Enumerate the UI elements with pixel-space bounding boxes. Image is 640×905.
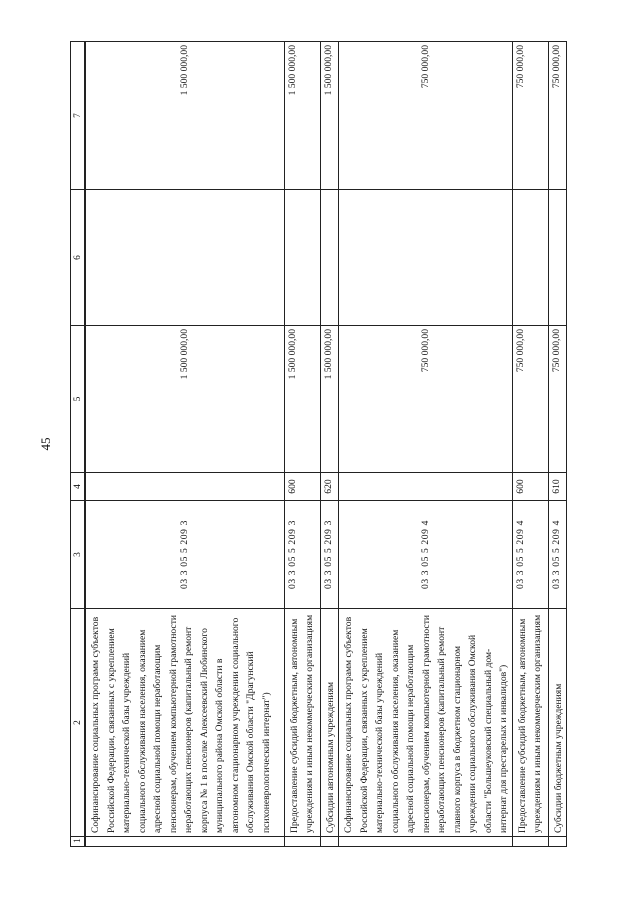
row-amount-col7: 750 000,00 xyxy=(512,42,548,190)
row-amount-col6 xyxy=(85,190,284,326)
row-expense-type xyxy=(339,473,513,501)
row-target-code: 03 3 05 5 209 4 xyxy=(548,501,567,609)
row-description: Софинансирование социальных программ субъектов Российской Федерации, связанных с укреплением материально-технической базы учреждений социального обслуживания населения, оказанием адресной социальной помощи неработающим пенсионерам, обучением компьютерной грамотности неработающих пенсионеров (капитальный ремонт главного корпуса в бюджетном стационарном учреждении социального обслуживания Омской области "Большеуковский специальный дом-интернат для престарелых и инвалидов") xyxy=(339,609,513,837)
row-description: Субсидии автономным учреждениям xyxy=(320,609,339,837)
row-description: Предоставление субсидий бюджетным, автономным учреждениям и иным некоммерческим организациям xyxy=(512,609,548,837)
row-amount-col5: 750 000,00 xyxy=(548,326,567,473)
row-target-code: 03 3 05 5 209 4 xyxy=(339,501,513,609)
row-target-code: 03 3 05 5 209 4 xyxy=(512,501,548,609)
row-amount-col6 xyxy=(284,190,320,326)
row-number xyxy=(320,837,339,847)
row-amount-col7: 750 000,00 xyxy=(339,42,513,190)
row-amount-col5: 1 500 000,00 xyxy=(85,326,284,473)
row-amount-col5: 1 500 000,00 xyxy=(284,326,320,473)
row-number xyxy=(548,837,567,847)
row-amount-col6 xyxy=(320,190,339,326)
row-description: Субсидии бюджетным учреждениям xyxy=(548,609,567,837)
row-expense-type: 610 xyxy=(548,473,567,501)
row-amount-col5: 750 000,00 xyxy=(512,326,548,473)
table-row xyxy=(512,42,548,847)
row-amount-col7: 1 500 000,00 xyxy=(320,42,339,190)
row-expense-type: 620 xyxy=(320,473,339,501)
header-row xyxy=(71,42,86,847)
header-col-2: 2 xyxy=(71,609,86,837)
row-amount-col5: 1 500 000,00 xyxy=(320,326,339,473)
row-amount-col7: 750 000,00 xyxy=(548,42,567,190)
row-expense-type: 600 xyxy=(512,473,548,501)
row-amount-col7: 1 500 000,00 xyxy=(85,42,284,190)
table-row xyxy=(548,42,567,847)
row-amount-col6 xyxy=(548,190,567,326)
budget-table xyxy=(70,41,567,847)
header-col-6: 6 xyxy=(71,190,86,326)
row-expense-type xyxy=(85,473,284,501)
table-row xyxy=(320,42,339,847)
header-col-1: 1 xyxy=(71,837,86,847)
header-col-5: 5 xyxy=(71,326,86,473)
row-amount-col5: 750 000,00 xyxy=(339,326,513,473)
row-amount-col7: 1 500 000,00 xyxy=(284,42,320,190)
row-amount-col6 xyxy=(339,190,513,326)
row-number xyxy=(339,837,513,847)
header-col-3: 3 xyxy=(71,501,86,609)
row-target-code: 03 3 05 5 209 3 xyxy=(320,501,339,609)
table-row xyxy=(284,42,320,847)
header-col-4: 4 xyxy=(71,473,86,501)
row-number xyxy=(284,837,320,847)
row-number xyxy=(85,837,284,847)
row-target-code: 03 3 05 5 209 3 xyxy=(284,501,320,609)
budget-table-rotated xyxy=(70,42,564,847)
row-amount-col6 xyxy=(512,190,548,326)
row-description: Предоставление субсидий бюджетным, автономным учреждениям и иным некоммерческим организациям xyxy=(284,609,320,837)
table-row xyxy=(339,42,513,847)
row-target-code: 03 3 05 5 209 3 xyxy=(85,501,284,609)
row-description: Софинансирование социальных программ субъектов Российской Федерации, связанных с укреплением материально-технической базы учреждений социального обслуживания населения, оказанием адресной социальной помощи неработающим пенсионерам, обучением компьютерной грамотности неработающих пенсионеров (капитальный ремонт корпуса № 1 в поселке Алексеевский Любинского муниципального района Омской области в автономном стационарном учреждении социального обслуживания Омской области "Драгунский психоневрологический интернат") xyxy=(85,609,284,837)
table-row xyxy=(85,42,284,847)
page-number: 45 xyxy=(38,437,53,451)
header-col-7: 7 xyxy=(71,42,86,190)
row-expense-type: 600 xyxy=(284,473,320,501)
row-number xyxy=(512,837,548,847)
